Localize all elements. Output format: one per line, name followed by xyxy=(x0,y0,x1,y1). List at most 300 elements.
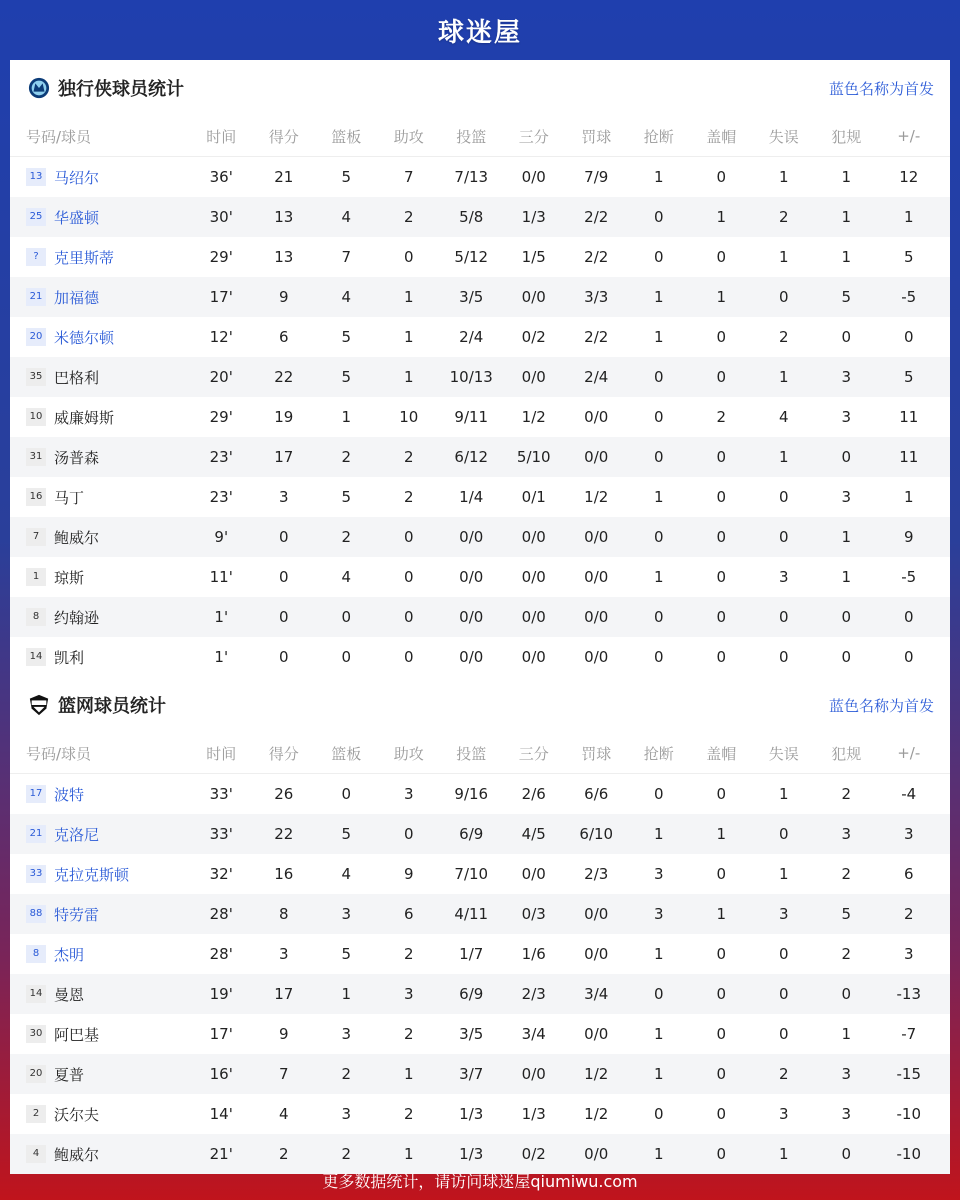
stat-cell: 0/3 xyxy=(521,905,546,923)
stat-cell: 9 xyxy=(278,288,289,306)
stat-cell: 0 xyxy=(841,648,852,666)
stat-cell: 3 xyxy=(841,368,852,386)
stat-cell: 0/0 xyxy=(584,648,609,666)
stat-cell: 0 xyxy=(778,608,789,626)
stat-cell: 2/3 xyxy=(521,985,546,1003)
stat-cell: 0 xyxy=(341,648,352,666)
stat-cell: 0/0 xyxy=(584,905,609,923)
stat-cell: 11 xyxy=(899,408,919,426)
stat-cell: 0/0 xyxy=(521,865,546,883)
player-name[interactable]: 克拉克斯顿 xyxy=(54,865,130,884)
stat-cell: 17 xyxy=(274,448,294,466)
stat-cell: 0/0 xyxy=(521,288,546,306)
stat-cell: 5 xyxy=(341,488,352,506)
stat-cell: 2 xyxy=(903,905,914,923)
stat-cell: 28' xyxy=(209,905,233,923)
stat-cell: 0 xyxy=(716,248,727,266)
stat-cell: 0 xyxy=(716,568,727,586)
table-row[interactable] xyxy=(10,317,950,357)
jersey-number: 31 xyxy=(26,448,46,466)
stat-cell: 22 xyxy=(274,368,294,386)
table-row[interactable] xyxy=(10,157,950,197)
player-cell xyxy=(10,407,190,428)
stat-cell: 1/3 xyxy=(521,1105,546,1123)
stat-cell: 1 xyxy=(716,208,727,226)
stat-cell: -13 xyxy=(896,985,921,1003)
table-row[interactable] xyxy=(10,774,950,814)
player-name[interactable]: 威廉姆斯 xyxy=(54,408,115,427)
stat-cell: 2/3 xyxy=(584,865,609,883)
stat-cell: 0 xyxy=(716,985,727,1003)
stat-cell: 2 xyxy=(716,408,727,426)
stat-cell: 5 xyxy=(341,945,352,963)
jersey-number: 21 xyxy=(26,288,46,306)
column-header: 投篮 xyxy=(456,127,487,146)
stat-cell: 0/0 xyxy=(584,448,609,466)
stat-cell: 6/9 xyxy=(459,985,484,1003)
stat-cell: 5 xyxy=(903,248,914,266)
stat-cell: 0/0 xyxy=(459,528,484,546)
stat-cell: 0/0 xyxy=(521,368,546,386)
player-name[interactable]: 马绍尔 xyxy=(54,168,100,187)
stat-cell: 1/3 xyxy=(459,1105,484,1123)
stat-cell: 0 xyxy=(716,648,727,666)
column-header: 投篮 xyxy=(456,744,487,763)
stat-cell: 6 xyxy=(403,905,414,923)
stat-cell: 0/0 xyxy=(584,528,609,546)
stat-cell: 12' xyxy=(209,328,233,346)
column-header: 罚球 xyxy=(581,744,612,763)
stat-cell: 0/0 xyxy=(584,608,609,626)
stat-cell: 7/10 xyxy=(454,865,489,883)
stat-cell: 2 xyxy=(841,785,852,803)
stat-cell: 0/0 xyxy=(459,648,484,666)
stats-panel xyxy=(10,60,950,1164)
stat-cell: 0 xyxy=(778,488,789,506)
stat-cell: 19 xyxy=(274,408,294,426)
table-row[interactable] xyxy=(10,557,950,597)
stat-cell: 0 xyxy=(716,945,727,963)
stat-cell: 19' xyxy=(209,985,233,1003)
player-cell xyxy=(10,167,190,188)
stat-cell: 0/0 xyxy=(521,168,546,186)
stat-cell: 0 xyxy=(778,528,789,546)
stat-cell: 0 xyxy=(716,1025,727,1043)
stat-cell: 36' xyxy=(209,168,233,186)
stat-cell: 0 xyxy=(653,528,664,546)
stat-cell: 1 xyxy=(841,248,852,266)
stat-cell: 0 xyxy=(841,608,852,626)
player-name[interactable]: 波特 xyxy=(54,785,85,804)
stat-cell: 1 xyxy=(403,1145,414,1163)
stat-cell: 1/3 xyxy=(459,1145,484,1163)
stat-cell: 1 xyxy=(778,1145,789,1163)
stat-cell: 16 xyxy=(274,865,294,883)
jersey-number: 16 xyxy=(26,488,46,506)
stat-cell: 9/16 xyxy=(454,785,489,803)
stat-cell: 0/0 xyxy=(584,1025,609,1043)
column-header: 时间 xyxy=(206,127,237,146)
player-cell xyxy=(10,367,190,388)
stat-cell: -15 xyxy=(896,1065,921,1083)
stat-cell: -5 xyxy=(901,288,917,306)
stat-cell: 0/0 xyxy=(521,1065,546,1083)
table-row[interactable] xyxy=(10,517,950,557)
stat-cell: 0/0 xyxy=(459,608,484,626)
stat-cell: 23' xyxy=(209,488,233,506)
stat-cell: 0 xyxy=(716,488,727,506)
stat-cell: 1 xyxy=(403,368,414,386)
stat-cell: 1 xyxy=(778,368,789,386)
stat-cell: 29' xyxy=(209,248,233,266)
stat-cell: 1 xyxy=(403,1065,414,1083)
stat-cell: 0 xyxy=(841,985,852,1003)
stat-cell: 33' xyxy=(209,825,233,843)
table-row[interactable] xyxy=(10,477,950,517)
stat-cell: 32' xyxy=(209,865,233,883)
stat-cell: 3 xyxy=(778,1105,789,1123)
stat-cell: 0 xyxy=(778,1025,789,1043)
stat-cell: 0/0 xyxy=(584,568,609,586)
column-header: 三分 xyxy=(518,744,549,763)
stat-cell: 0/0 xyxy=(521,648,546,666)
player-name[interactable]: 杰明 xyxy=(54,945,85,964)
jersey-number: 20 xyxy=(26,1065,46,1083)
column-header: 篮板 xyxy=(331,127,362,146)
jersey-number: 13 xyxy=(26,168,46,186)
stat-cell: 3 xyxy=(841,1105,852,1123)
stat-cell: 28' xyxy=(209,945,233,963)
stat-cell: 3 xyxy=(341,1105,352,1123)
stat-cell: 1/4 xyxy=(459,488,484,506)
stat-cell: 3 xyxy=(778,568,789,586)
stat-cell: 0 xyxy=(716,865,727,883)
stat-cell: 4 xyxy=(341,568,352,586)
stat-cell: 0 xyxy=(716,528,727,546)
column-header: 篮板 xyxy=(331,744,362,763)
player-name[interactable]: 约翰逊 xyxy=(54,608,100,627)
stat-cell: 0 xyxy=(341,785,352,803)
team-title-text: 篮网球员统计 xyxy=(58,696,166,717)
footer-link[interactable]: 更多数据统计，请访问球迷屋qiumiwu.com xyxy=(322,1171,638,1191)
stat-cell: 3 xyxy=(841,825,852,843)
player-name[interactable]: 克洛尼 xyxy=(54,825,100,844)
table-row[interactable] xyxy=(10,934,950,974)
stat-cell: 6 xyxy=(278,328,289,346)
stat-cell: 1 xyxy=(841,168,852,186)
stat-cell: 2 xyxy=(341,448,352,466)
stat-cell: 1 xyxy=(716,825,727,843)
stat-cell: 0 xyxy=(403,825,414,843)
player-name[interactable]: 沃尔夫 xyxy=(54,1105,100,1124)
stat-cell: 1' xyxy=(214,648,229,666)
stat-cell: 1 xyxy=(403,328,414,346)
player-name[interactable]: 特劳雷 xyxy=(54,905,100,924)
stat-cell: 13 xyxy=(274,208,294,226)
player-name[interactable]: 阿巴基 xyxy=(54,1025,100,1044)
stat-cell: 0/2 xyxy=(521,328,546,346)
player-cell xyxy=(10,1104,190,1125)
column-header: +/- xyxy=(897,744,921,762)
logo-bar xyxy=(0,0,960,60)
stat-cell: 26 xyxy=(274,785,294,803)
stat-cell: 3 xyxy=(341,1025,352,1043)
stat-cell: 3/4 xyxy=(521,1025,546,1043)
stat-cell: 1/2 xyxy=(584,1105,609,1123)
stat-cell: 0/1 xyxy=(521,488,546,506)
player-name[interactable]: 华盛顿 xyxy=(54,208,100,227)
player-name[interactable]: 加福德 xyxy=(54,288,100,307)
stat-cell: 3 xyxy=(841,488,852,506)
table-row[interactable] xyxy=(10,894,950,934)
jersey-number: 8 xyxy=(26,945,46,963)
jersey-number: 8 xyxy=(26,608,46,626)
stat-cell: 1 xyxy=(653,168,664,186)
stat-cell: 1 xyxy=(653,1145,664,1163)
table-row[interactable] xyxy=(10,974,950,1014)
stat-cell: 2 xyxy=(403,208,414,226)
player-name[interactable]: 琼斯 xyxy=(54,568,85,587)
stat-cell: 1 xyxy=(778,448,789,466)
table-row[interactable] xyxy=(10,854,950,894)
stat-cell: 3 xyxy=(778,905,789,923)
stat-cell: 0 xyxy=(403,648,414,666)
stat-cell: 2/4 xyxy=(459,328,484,346)
table-row[interactable] xyxy=(10,1094,950,1134)
jersey-number: 2 xyxy=(26,1105,46,1123)
stat-cell: 0 xyxy=(716,168,727,186)
stat-cell: 5 xyxy=(903,368,914,386)
stat-cell: 3/5 xyxy=(459,1025,484,1043)
jersey-number: 10 xyxy=(26,408,46,426)
stat-cell: 1 xyxy=(653,945,664,963)
stat-cell: 0 xyxy=(716,608,727,626)
stat-cell: 3/4 xyxy=(584,985,609,1003)
stat-cell: 1 xyxy=(341,985,352,1003)
player-name[interactable]: 克里斯蒂 xyxy=(54,248,115,267)
stat-cell: 2 xyxy=(341,1065,352,1083)
player-name[interactable]: 马丁 xyxy=(54,488,85,507)
stat-cell: 2 xyxy=(403,945,414,963)
stat-cell: 1 xyxy=(653,488,664,506)
stat-cell: 2 xyxy=(841,865,852,883)
jersey-number: 17 xyxy=(26,785,46,803)
column-header: 号码/球员 xyxy=(26,127,92,146)
player-cell xyxy=(10,567,190,588)
table-row[interactable] xyxy=(10,1054,950,1094)
stat-cell: 1 xyxy=(653,825,664,843)
column-header: 时间 xyxy=(206,744,237,763)
stat-cell: 1 xyxy=(841,568,852,586)
stat-cell: 5 xyxy=(341,368,352,386)
stat-cell: 1 xyxy=(716,905,727,923)
player-name[interactable]: 巴格利 xyxy=(54,368,100,387)
player-name[interactable]: 夏普 xyxy=(54,1065,85,1084)
stat-cell: 2 xyxy=(778,1065,789,1083)
stat-cell: 4/5 xyxy=(521,825,546,843)
stat-cell: 0/2 xyxy=(521,1145,546,1163)
column-header: 罚球 xyxy=(581,127,612,146)
stat-cell: 1 xyxy=(778,865,789,883)
table-row[interactable] xyxy=(10,814,950,854)
player-cell xyxy=(10,447,190,468)
stat-cell: 0/0 xyxy=(459,568,484,586)
jersey-number: 21 xyxy=(26,825,46,843)
stat-cell: 0 xyxy=(778,648,789,666)
stat-cell: 0 xyxy=(778,945,789,963)
stat-cell: 9 xyxy=(278,1025,289,1043)
stat-cell: 4 xyxy=(278,1105,289,1123)
column-header: 失误 xyxy=(768,127,799,146)
table-row[interactable] xyxy=(10,637,950,677)
stat-cell: 2 xyxy=(778,328,789,346)
stat-cell: 0/0 xyxy=(521,568,546,586)
column-header: 犯规 xyxy=(831,127,862,146)
jersey-number: 30 xyxy=(26,1025,46,1043)
table-row[interactable] xyxy=(10,597,950,637)
stat-cell: 21 xyxy=(274,168,294,186)
player-cell xyxy=(10,207,190,228)
stat-cell: 0 xyxy=(716,785,727,803)
team-section-header xyxy=(10,677,950,733)
stat-cell: 3/7 xyxy=(459,1065,484,1083)
player-name[interactable]: 鲍威尔 xyxy=(54,1145,100,1164)
column-header: 失误 xyxy=(768,744,799,763)
stat-cell: 1 xyxy=(903,488,914,506)
stat-cell: 1 xyxy=(653,328,664,346)
stat-cell: 0 xyxy=(778,825,789,843)
stat-cell: 12 xyxy=(899,168,919,186)
table-row[interactable] xyxy=(10,357,950,397)
stat-cell: 2/2 xyxy=(584,328,609,346)
stat-cell: 5/10 xyxy=(516,448,551,466)
stat-cell: 5 xyxy=(341,168,352,186)
table-row[interactable] xyxy=(10,437,950,477)
column-header: 盖帽 xyxy=(706,744,737,763)
stat-cell: 1 xyxy=(841,528,852,546)
column-header: 盖帽 xyxy=(706,127,737,146)
player-cell xyxy=(10,984,190,1005)
stat-cell: 5 xyxy=(841,288,852,306)
stat-cell: 3/5 xyxy=(459,288,484,306)
stat-cell: 0/0 xyxy=(584,945,609,963)
player-cell xyxy=(10,944,190,965)
stat-cell: 0/0 xyxy=(521,608,546,626)
stat-cell: -4 xyxy=(901,785,917,803)
table-header-row xyxy=(10,733,950,773)
stat-cell: 0 xyxy=(278,528,289,546)
stat-cell: 6 xyxy=(903,865,914,883)
stat-cell: 5 xyxy=(841,905,852,923)
table-row[interactable] xyxy=(10,1014,950,1054)
stat-cell: 2/2 xyxy=(584,208,609,226)
player-cell xyxy=(10,327,190,348)
stat-cell: 0 xyxy=(903,648,914,666)
stat-cell: 17 xyxy=(274,985,294,1003)
table-row[interactable] xyxy=(10,277,950,317)
stat-cell: 0 xyxy=(278,648,289,666)
jersey-number: 35 xyxy=(26,368,46,386)
table-row[interactable] xyxy=(10,197,950,237)
stat-cell: 3 xyxy=(841,1065,852,1083)
stat-cell: 0 xyxy=(403,248,414,266)
starter-note: 蓝色名称为首发 xyxy=(828,696,934,715)
player-name[interactable]: 凯利 xyxy=(54,648,85,667)
player-name[interactable]: 曼恩 xyxy=(54,985,85,1004)
jersey-number: 20 xyxy=(26,328,46,346)
stat-cell: 2 xyxy=(403,488,414,506)
mavericks-logo-icon xyxy=(28,77,50,99)
column-header: 助攻 xyxy=(393,744,424,763)
stat-cell: 1 xyxy=(778,248,789,266)
stat-cell: 3 xyxy=(403,785,414,803)
stat-cell: 0 xyxy=(778,288,789,306)
jersey-number: 4 xyxy=(26,1145,46,1163)
stat-cell: 3 xyxy=(278,488,289,506)
stat-cell: 3 xyxy=(841,408,852,426)
site-logo[interactable]: 球迷屋 xyxy=(437,17,522,48)
stat-cell: 3 xyxy=(903,825,914,843)
jersey-number: ? xyxy=(26,248,46,266)
player-cell xyxy=(10,1024,190,1045)
stat-cell: 0 xyxy=(653,408,664,426)
stat-cell: 9 xyxy=(403,865,414,883)
stat-cell: 1 xyxy=(653,288,664,306)
stat-cell: 33' xyxy=(209,785,233,803)
stat-cell: 0 xyxy=(653,208,664,226)
player-cell xyxy=(10,527,190,548)
stat-cell: 5/8 xyxy=(459,208,484,226)
stat-cell: 1 xyxy=(841,208,852,226)
stat-cell: 3 xyxy=(341,905,352,923)
player-cell xyxy=(10,784,190,805)
column-header: 三分 xyxy=(518,127,549,146)
stat-cell: 9 xyxy=(903,528,914,546)
stat-cell: 10 xyxy=(399,408,419,426)
stat-cell: 7/13 xyxy=(454,168,489,186)
stat-cell: 1 xyxy=(778,785,789,803)
player-name[interactable]: 米德尔顿 xyxy=(54,328,115,347)
stat-cell: 0/0 xyxy=(584,408,609,426)
stat-cell: 23' xyxy=(209,448,233,466)
stat-cell: 5 xyxy=(341,825,352,843)
column-header: 抢断 xyxy=(643,744,674,763)
column-header: 犯规 xyxy=(831,744,862,763)
stat-cell: 0 xyxy=(653,985,664,1003)
player-name[interactable]: 汤普森 xyxy=(54,448,100,467)
table-row[interactable] xyxy=(10,397,950,437)
stat-cell: 1/2 xyxy=(521,408,546,426)
stat-cell: 4 xyxy=(341,865,352,883)
stat-cell: 2 xyxy=(403,1105,414,1123)
team-title xyxy=(26,75,184,101)
stat-cell: 3 xyxy=(278,945,289,963)
player-name[interactable]: 鲍威尔 xyxy=(54,528,100,547)
nets-logo-icon xyxy=(28,694,50,716)
stat-cell: 1' xyxy=(214,608,229,626)
player-cell xyxy=(10,864,190,885)
stat-cell: 11' xyxy=(209,568,233,586)
jersey-number: 14 xyxy=(26,985,46,1003)
player-cell xyxy=(10,904,190,925)
stat-cell: 7/9 xyxy=(584,168,609,186)
table-row[interactable] xyxy=(10,237,950,277)
stat-cell: 0 xyxy=(716,448,727,466)
stat-cell: 1/5 xyxy=(521,248,546,266)
stat-cell: 2 xyxy=(403,448,414,466)
stat-cell: 2/4 xyxy=(584,368,609,386)
stat-cell: 1/2 xyxy=(584,1065,609,1083)
